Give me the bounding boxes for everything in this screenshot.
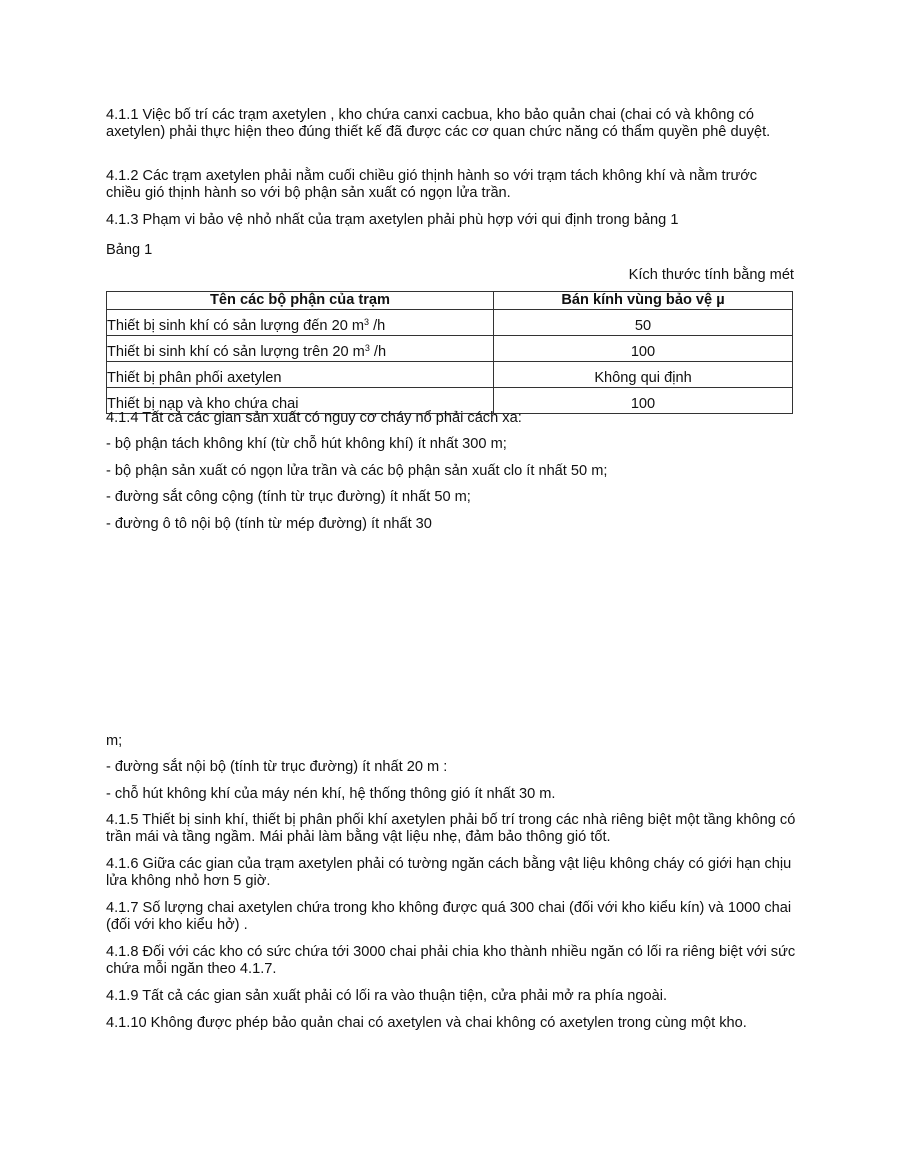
table-header-component: Tên các bộ phận của trạm	[107, 292, 494, 310]
table-cell-radius: 100	[494, 388, 793, 414]
list-item: m;	[106, 733, 123, 749]
table-row	[107, 336, 793, 362]
paragraph-4-1-10: 4.1.10 Không được phép bảo quản chai có axetylen và chai không có axetylen trong cùng một kho.	[106, 1015, 747, 1031]
paragraph-4-1-4: 4.1.4 Tất cả các gian sản xuất có nguy cơ cháy nổ phải cách xa:	[106, 410, 522, 426]
paragraph-4-1-5: 4.1.5 Thiết bị sinh khí, thiết bị phân phối khí axetylen phải bố trí trong các nhà riêng biệt một tầng không có trần mái và tầng ngầm. Mái phải làm bằng vật liệu nhẹ, đảm bảo thông gió tốt.	[106, 812, 796, 845]
paragraph-4-1-8: 4.1.8 Đối với các kho có sức chứa tới 3000 chai phải chia kho thành nhiều ngăn có lối ra riêng biệt với sức chứa mỗi ngăn theo 4.1.7.	[106, 944, 796, 977]
table-cell-component: Thiết bị nạp và kho chứa chai	[107, 388, 494, 414]
paragraph-4-1-1: 4.1.1 Việc bố trí các trạm axetylen , kho chứa canxi cacbua, kho bảo quản chai (chai có và không có axetylen) phải thực hiện theo đúng thiết kế đã được các cơ quan chức năng có thẩm quyền phê duyệt.	[106, 107, 771, 140]
paragraph-4-1-2: 4.1.2 Các trạm axetylen phải nằm cuối chiều gió thịnh hành so với trạm tách không khí và nằm trước chiều gió thịnh hành so với bộ phận sản xuất có ngọn lửa trần.	[106, 168, 758, 201]
table-unit-note: Kích thước tính bằng mét	[628, 267, 794, 283]
table-row	[107, 362, 793, 388]
paragraph-4-1-7: 4.1.7 Số lượng chai axetylen chứa trong kho không được quá 300 chai (đối với kho kiểu kín) và 1000 chai (đối với kho kiểu hở) .	[106, 900, 792, 933]
table-cell-radius: 100	[494, 336, 793, 362]
list-item: - đường ô tô nội bộ (tính từ mép đường) ít nhất 30	[106, 516, 432, 532]
table-header-radius: Bán kính vùng bảo vệ µ	[494, 292, 793, 310]
table-cell-component: Thiết bi sinh khí có sản lượng trên 20 $m^3$ /h	[107, 336, 494, 362]
protection-radius-table	[106, 291, 793, 414]
table-cell-component: Thiết bị phân phối axetylen	[107, 362, 494, 388]
list-item: - đường sắt nội bộ (tính từ trục đường) ít nhất 20 m :	[106, 759, 448, 775]
table-cell-component: Thiết bị sinh khí có sản lượng đến 20 $m^3$ /h	[107, 310, 494, 336]
table-header-row	[107, 292, 793, 310]
list-item: - chỗ hút không khí của máy nén khí, hệ thống thông gió ít nhất 30 m.	[106, 786, 556, 802]
paragraph-4-1-3: 4.1.3 Phạm vi bảo vệ nhỏ nhất của trạm axetylen phải phù hợp với qui định trong bảng 1	[106, 212, 679, 228]
list-item: - bộ phận sản xuất có ngọn lửa trần và các bộ phận sản xuất clo ít nhất 50 m;	[106, 463, 608, 479]
table-label: Bảng 1	[106, 242, 153, 258]
table-cell-radius: Không qui định	[494, 362, 793, 388]
paragraph-4-1-9: 4.1.9 Tất cả các gian sản xuất phải có lối ra vào thuận tiện, cửa phải mở ra phía ngoài.	[106, 988, 668, 1004]
table-row	[107, 310, 793, 336]
list-item: - đường sắt công cộng (tính từ trục đường) ít nhất 50 m;	[106, 489, 471, 505]
list-item: - bộ phận tách không khí (từ chỗ hút không khí) ít nhất 300 m;	[106, 436, 507, 452]
paragraph-4-1-6: 4.1.6 Giữa các gian của trạm axetylen phải có tường ngăn cách bằng vật liệu không cháy có giới hạn chịu lửa không nhỏ hơn 5 giờ.	[106, 856, 792, 889]
table-cell-radius: 50	[494, 310, 793, 336]
